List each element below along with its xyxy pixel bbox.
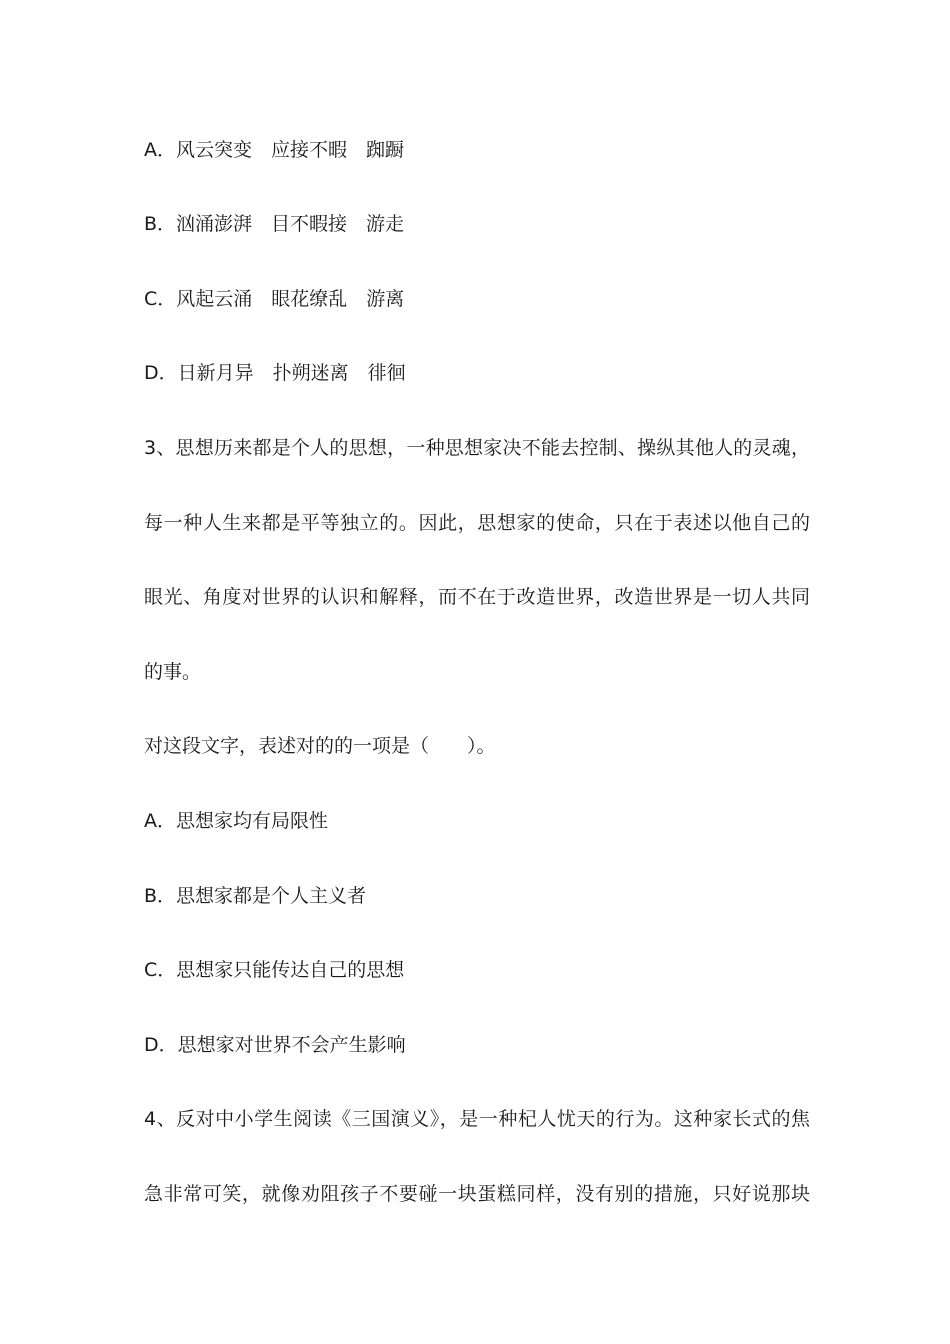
- q3-paragraph-line-1: 3、思想历来都是个人的思想，一种思想家决不能去控制、操纵其他人的灵魂，: [144, 437, 810, 459]
- q3-option-c: C．思想家只能传达自己的思想: [144, 959, 405, 981]
- q3-option-d: D．思想家对世界不会产生影响: [144, 1034, 406, 1056]
- q4-paragraph-line-1: 4、反对中小学生阅读《三国演义》，是一种杞人忧天的行为。这种家长式的焦: [144, 1108, 810, 1130]
- q3-paragraph-line-3: 眼光、角度对世界的认识和解释，而不在于改造世界，改造世界是一切人共同: [144, 586, 810, 608]
- q3-paragraph-line-2: 每一种人生来都是平等独立的。因此，思想家的使命，只在于表述以他自己的: [144, 512, 810, 534]
- q2-option-d: D．日新月异 扑朔迷离 徘徊: [144, 362, 406, 384]
- q3-question: 对这段文字，表述对的的一项是（ ）。: [144, 735, 496, 757]
- q3-paragraph-line-4: 的事。: [144, 661, 202, 683]
- q3-option-b: B．思想家都是个人主义者: [144, 885, 367, 907]
- q4-paragraph-line-2: 急非常可笑，就像劝阻孩子不要碰一块蛋糕同样，没有别的措施，只好说那块: [144, 1183, 810, 1205]
- q2-option-c: C．风起云涌 眼花缭乱 游离: [144, 288, 405, 310]
- q2-option-b: B．汹涌澎湃 目不暇接 游走: [144, 213, 405, 235]
- q3-option-a: A．思想家均有局限性: [144, 810, 328, 832]
- q2-option-a: A．风云突变 应接不暇 踟蹰: [144, 139, 404, 161]
